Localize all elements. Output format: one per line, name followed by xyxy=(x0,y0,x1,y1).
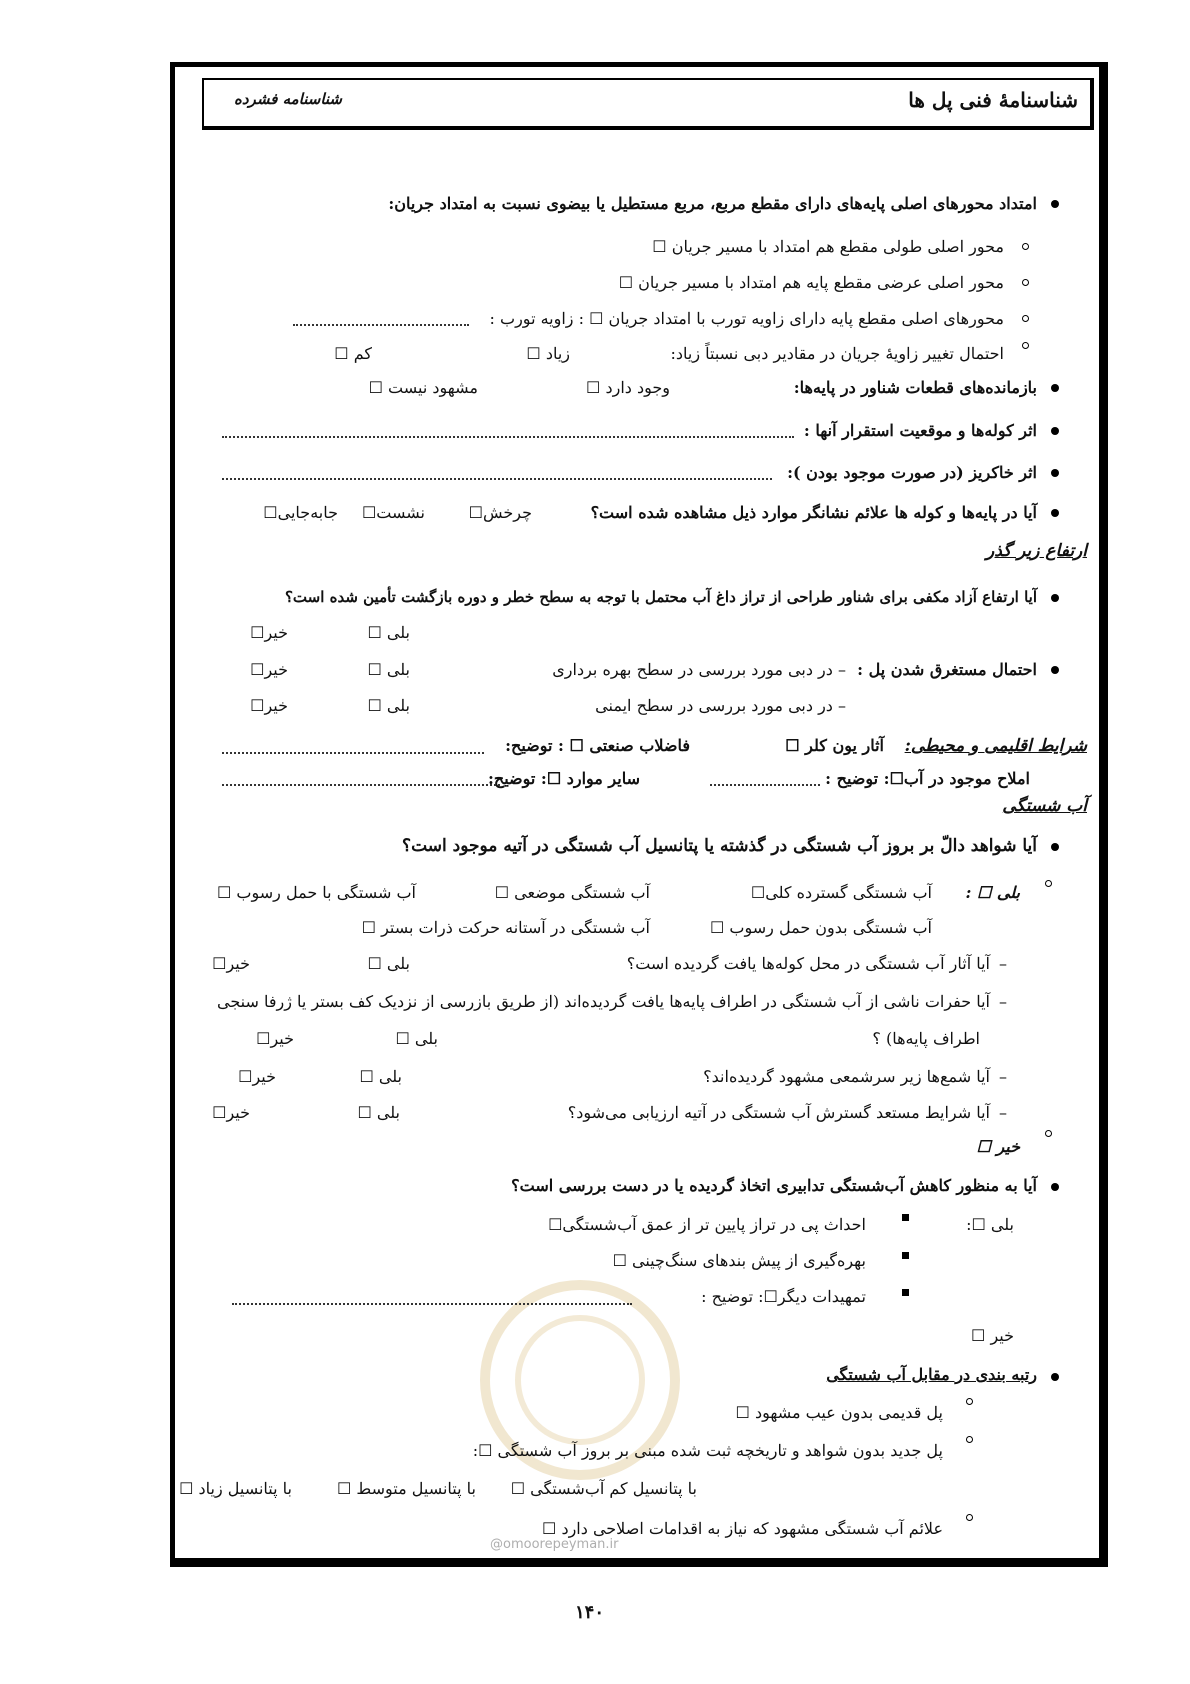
corrective-action-checkbox[interactable]: علائم آب شستگی مشهود که نیاز به اقدامات اصلاحی دارد ☐ xyxy=(542,1519,943,1538)
section-heading-climate: شرایط اقلیمی و محیطی: xyxy=(904,736,1087,756)
square-bullet-icon xyxy=(902,1252,909,1259)
floating-debris-label: بازمانده‌های قطعات شناور در پایه‌ها: xyxy=(793,378,1037,397)
exposed-piles-question: آیا شمع‌ها زیر سرشمعی مشهود گردیده‌اند؟ xyxy=(703,1067,990,1086)
dash: – xyxy=(999,1103,1007,1122)
section-heading-clearance: ارتفاع زیر گذر xyxy=(986,541,1087,561)
local-scour-checkbox[interactable]: آب شستگی موضعی ☐ xyxy=(494,883,650,902)
countermeasure-no-checkbox[interactable]: خیر ☐ xyxy=(971,1326,1014,1345)
header-box xyxy=(202,78,1094,130)
document-subtitle: شناسنامه فشرده xyxy=(234,90,342,108)
medium-potential-checkbox[interactable]: با پتانسیل متوسط ☐ xyxy=(336,1479,476,1498)
document-title: شناسنامهٔ فنی پل ها xyxy=(908,88,1078,112)
frame-shadow-bottom xyxy=(170,1558,1108,1567)
floating-debris-none-checkbox[interactable]: مشهود نیست ☐ xyxy=(368,378,478,397)
abutment-scour-yes-checkbox[interactable]: بلی ☐ xyxy=(367,954,410,973)
abutment-effect-label: اثر کوله‌ها و موقعیت استقرار آنها : xyxy=(803,421,1037,440)
submersion-safety-no-checkbox[interactable]: خیر☐ xyxy=(250,696,288,715)
general-scour-checkbox[interactable]: آب شستگی گسترده کلی☐ xyxy=(750,883,932,902)
pier-signs-question: آیا در پایه‌ها و کوله ها علائم نشانگر موارد ذیل مشاهده شده است؟ xyxy=(590,503,1037,522)
fill-line xyxy=(222,772,500,786)
bullet-icon xyxy=(1051,200,1059,208)
clear-water-scour-checkbox[interactable]: آب شستگی بدون حمل رسوب ☐ xyxy=(709,918,932,937)
countermeasure-question: آیا به منظور کاهش آب‌شستگی تدابیری اتخاذ گردیده یا در دست بررسی است؟ xyxy=(511,1176,1037,1195)
fill-line xyxy=(222,424,794,438)
exposed-piles-yes-checkbox[interactable]: بلی ☐ xyxy=(359,1067,402,1086)
embankment-effect-label: اثر خاکریز (در صورت موجود بودن ): xyxy=(787,463,1037,482)
riprap-checkbox[interactable]: بهره‌گیری از پیش بندهای سنگ‌چینی ☐ xyxy=(612,1251,866,1270)
circle-bullet-icon xyxy=(1045,880,1052,887)
dash: – xyxy=(999,954,1007,973)
exposed-piles-no-checkbox[interactable]: خیر☐ xyxy=(238,1067,276,1086)
section-heading-scour: آب شستگی xyxy=(1002,796,1087,816)
circle-bullet-icon xyxy=(1022,342,1029,349)
deep-foundation-checkbox[interactable]: احداث پی در تراز پایین تر از عمق آب‌شستگی☐ xyxy=(548,1215,866,1234)
fill-line xyxy=(222,466,772,480)
rotation-checkbox[interactable]: چرخش☐ xyxy=(468,503,532,522)
bullet-icon xyxy=(1051,1183,1059,1191)
salts-checkbox[interactable]: املاح موجود در آب☐: توضیح : xyxy=(825,769,1030,788)
settlement-checkbox[interactable]: نشست☐ xyxy=(361,503,425,522)
submersion-safety-yes-checkbox[interactable]: بلی ☐ xyxy=(367,696,410,715)
abutment-scour-no-checkbox[interactable]: خیر☐ xyxy=(212,954,250,973)
submersion-service-yes-checkbox[interactable]: بلی ☐ xyxy=(367,660,410,679)
circle-bullet-icon xyxy=(1022,279,1029,286)
submersion-service-no-checkbox[interactable]: خیر☐ xyxy=(250,660,288,679)
future-scour-yes-checkbox[interactable]: بلی ☐ xyxy=(357,1103,400,1122)
pier-holes-question: آیا حفرات ناشی از آب شستگی در اطراف پایه‌ها یافت گردیده‌اند (از طریق بازرسی از نزدیک کف بستر یا ژرفا سنجی xyxy=(216,992,990,1011)
circle-bullet-icon xyxy=(966,1398,973,1405)
scour-evidence-question: آیا شواهد دالّ بر بروز آب شستگی در گذشته یا پتانسیل آب شستگی در آتیه موجود است؟ xyxy=(402,836,1037,856)
freeboard-question: آیا ارتفاع آزاد مکفی برای شناور طراحی از تراز داغ آب محتمل با توجه به سطح خطر و دوره بازگشت تأمین شده است؟ xyxy=(284,588,1037,606)
incipient-motion-scour-checkbox[interactable]: آب شستگی در آستانه حرکت ذرات بستر ☐ xyxy=(361,918,650,937)
option-skew-angle: محورهای اصلی مقطع پایه دارای زاویه تورب با امتداد جریان ☐ : زاویه تورب : xyxy=(489,309,1004,328)
option-transverse-axis: محور اصلی عرضی مقطع پایه هم امتداد با مسیر جریان ☐ xyxy=(618,273,1004,292)
page-number: ۱۴۰ xyxy=(575,1602,605,1623)
circle-bullet-icon xyxy=(1045,1130,1052,1137)
bullet-icon xyxy=(1051,843,1059,851)
freeboard-no-checkbox[interactable]: خیر☐ xyxy=(250,623,288,642)
chloride-checkbox[interactable]: آثار یون کلر ☐ xyxy=(785,736,884,755)
bullet-icon xyxy=(1051,469,1059,477)
fill-line xyxy=(222,740,484,754)
old-bridge-checkbox[interactable]: پل قدیمی بدون عیب مشهود ☐ xyxy=(735,1403,943,1422)
fill-line xyxy=(293,312,469,326)
pier-holes-no-checkbox[interactable]: خیر☐ xyxy=(256,1029,294,1048)
dash: – xyxy=(999,1067,1007,1086)
circle-bullet-icon xyxy=(1022,315,1029,322)
other-items-checkbox[interactable]: سایر موارد ☐: توضیح: xyxy=(487,769,640,788)
countermeasure-yes-checkbox[interactable]: بلی ☐: xyxy=(966,1215,1014,1234)
freeboard-yes-checkbox[interactable]: بلی ☐ xyxy=(367,623,410,642)
floating-debris-exists-checkbox[interactable]: وجود دارد ☐ xyxy=(586,378,670,397)
submersion-safety-level: – در دبی مورد بررسی در سطح ایمنی xyxy=(595,696,846,715)
flow-angle-low-checkbox[interactable]: کم ☐ xyxy=(334,344,372,363)
dash: – xyxy=(999,992,1007,1011)
future-scour-question: آیا شرایط مستعد گسترش آب شستگی در آتیه ارزیابی می‌شود؟ xyxy=(567,1103,990,1122)
other-measures-checkbox[interactable]: تمهیدات دیگر☐: توضیح : xyxy=(701,1287,866,1306)
pier-holes-question-cont: اطراف پایه‌ها) ؟ xyxy=(872,1029,980,1048)
scour-no-checkbox[interactable]: خیر ☐ xyxy=(976,1137,1020,1156)
bullet-icon xyxy=(1051,1373,1059,1381)
circle-bullet-icon xyxy=(966,1436,973,1443)
submersion-service-level: – در دبی مورد بررسی در سطح بهره برداری xyxy=(552,660,846,679)
circle-bullet-icon xyxy=(966,1514,973,1521)
high-potential-checkbox[interactable]: با پتانسیل زیاد ☐ xyxy=(179,1479,292,1498)
bullet-icon xyxy=(1051,384,1059,392)
bullet-icon xyxy=(1051,666,1059,674)
frame-shadow-right xyxy=(1099,62,1108,1567)
fill-line xyxy=(232,1291,632,1305)
live-bed-scour-checkbox[interactable]: آب شستگی با حمل رسوب ☐ xyxy=(216,883,416,902)
displacement-checkbox[interactable]: جابه‌جایی☐ xyxy=(263,503,338,522)
bullet-icon xyxy=(1051,594,1059,602)
question-pier-axis: امتداد محورهای اصلی پایه‌های دارای مقطع مربع، مربع مستطیل یا بیضوی نسبت به امتداد جریان: xyxy=(388,194,1037,213)
submersion-label: احتمال مستغرق شدن پل : xyxy=(857,660,1037,679)
fill-line xyxy=(710,772,820,786)
low-potential-checkbox[interactable]: با پتانسیل کم آب‌شستگی ☐ xyxy=(510,1479,697,1498)
circle-bullet-icon xyxy=(1022,243,1029,250)
bullet-icon xyxy=(1051,427,1059,435)
flow-angle-high-checkbox[interactable]: زیاد ☐ xyxy=(526,344,570,363)
abutment-scour-question: آیا آثار آب شستگی در محل کوله‌ها یافت گردیده است؟ xyxy=(626,954,990,973)
option-longitudinal-axis: محور اصلی طولی مقطع هم امتداد با مسیر جریان ☐ xyxy=(652,237,1004,256)
future-scour-no-checkbox[interactable]: خیر☐ xyxy=(212,1103,250,1122)
square-bullet-icon xyxy=(902,1289,909,1296)
bullet-icon xyxy=(1051,509,1059,517)
new-bridge-checkbox[interactable]: پل جدید بدون شواهد و تاریخچه ثبت شده مبنی بر بروز آب شستگی ☐: xyxy=(472,1441,943,1460)
scour-yes-checkbox[interactable]: بلی ☐ : xyxy=(965,883,1020,902)
pier-holes-yes-checkbox[interactable]: بلی ☐ xyxy=(395,1029,438,1048)
watermark-text: @omoorepeyman.ir xyxy=(490,1537,619,1552)
industrial-wastewater-checkbox[interactable]: فاضلاب صنعتی ☐ : توضیح: xyxy=(505,736,690,755)
square-bullet-icon xyxy=(902,1214,909,1221)
flow-angle-change-label: احتمال تغییر زاویهٔ جریان در مقادیر دبی نسبتاً زیاد: xyxy=(670,344,1004,363)
scour-rating-heading: رتبه بندی در مقابل آب شستگی xyxy=(826,1365,1037,1384)
